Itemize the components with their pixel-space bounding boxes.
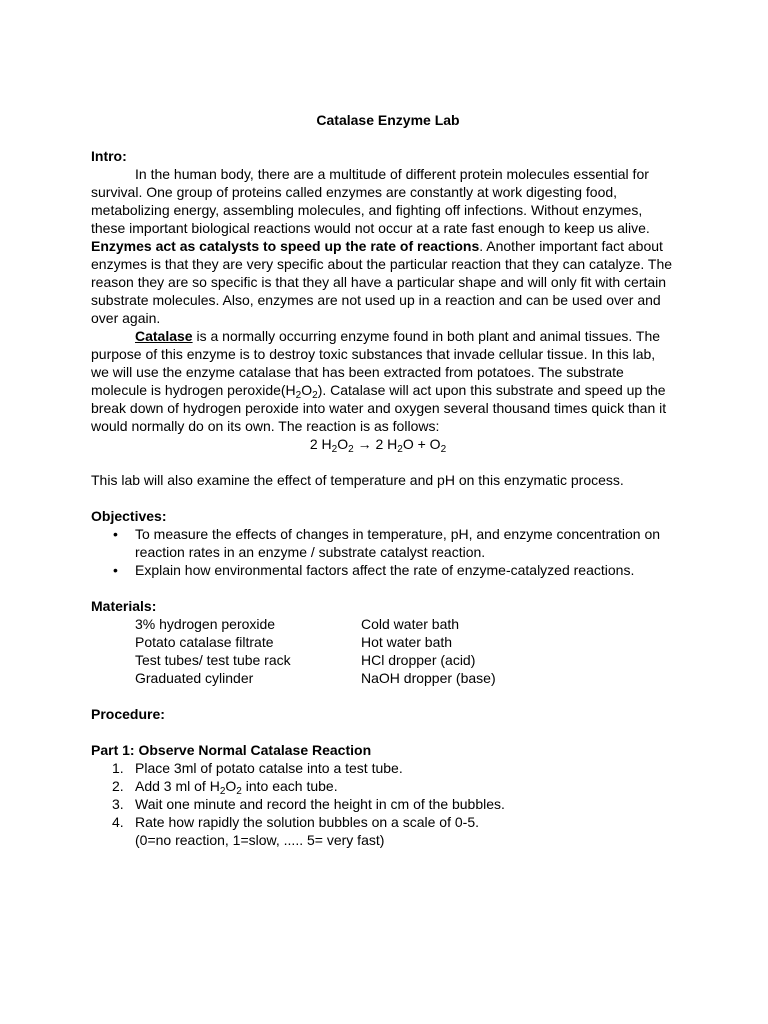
material-item: Cold water bath [361, 616, 460, 632]
intro-heading: Intro: [91, 148, 127, 164]
material-item: Potato catalase filtrate [135, 634, 274, 650]
material-item: HCl dropper (acid) [361, 652, 476, 668]
list-item [91, 561, 675, 579]
list-item [91, 777, 675, 795]
intro-paragraph-2 [91, 327, 675, 435]
subscript-2: 2 [236, 786, 242, 797]
step-text-scale: (0=no reaction, 1=slow, ..... 5= very fast) [135, 832, 385, 848]
material-item: Test tubes/ test tube rack [135, 652, 291, 668]
step-number: 1. [112, 760, 124, 776]
material-item: 3% hydrogen peroxide [135, 616, 276, 632]
step-number: 4. [112, 814, 124, 830]
eq-arrow: → 2 H [353, 436, 398, 452]
document-page [91, 111, 675, 849]
eq-part-2: O [337, 436, 349, 452]
eq-part-3: O + O [402, 436, 441, 452]
materials-row [91, 669, 675, 687]
subscript-2: 2 [295, 390, 302, 401]
step-text-c: into each tube. [241, 778, 338, 794]
materials-list [91, 615, 675, 687]
materials-row [91, 651, 675, 669]
intro-p2-text-b: O [301, 382, 313, 398]
materials-row [91, 633, 675, 651]
step-number: 3. [112, 796, 124, 812]
materials-heading: Materials: [91, 598, 157, 614]
bullet-icon: • [113, 526, 118, 542]
bullet-icon: • [113, 562, 118, 578]
intro-p1-bold: Enzymes act as catalysts to speed up the rate of reactions [91, 238, 480, 254]
objective-text: To measure the effects of changes in temperature, pH, and enzyme concentration on reaction rates in an enzyme / substrate catalyst reaction. [135, 526, 661, 560]
reaction-equation [91, 435, 675, 453]
objectives-list [91, 525, 675, 579]
step-text-a: Add 3 ml of H [135, 778, 220, 794]
subscript-2: 2 [312, 390, 318, 401]
objectives-heading: Objectives: [91, 508, 167, 524]
intro-p2-text-c: ). Catalase will act upon this substrate and speed up the break down of hydrogen peroxide into water and oxygen several thousand times quick than it would normally do on its own. The reaction is as follows: [91, 382, 667, 434]
step-number: 2. [112, 778, 124, 794]
step-text: Wait one minute and record the height in cm of the bubbles. [135, 796, 505, 812]
intro-paragraph-3: This lab will also examine the effect of temperature and pH on this enzymatic process. [91, 472, 624, 488]
material-item: Graduated cylinder [135, 670, 254, 686]
subscript-2: 2 [440, 444, 447, 455]
step-text: Rate how rapidly the solution bubbles on a scale of 0-5. [135, 814, 479, 830]
procedure-heading: Procedure: [91, 706, 165, 722]
intro-p1-text-a: In the human body, there are a multitude of different protein molecules essential for survival. One group of proteins called enzymes are constantly at work digesting food, metabolizing energy, assembling molecules, and fighting off infections. Without enzymes, these important biological reactions would not occur at a rate fast enough to keep us alive. [91, 166, 650, 236]
eq-part-1: 2 H [309, 436, 332, 452]
material-item: NaOH dropper (base) [361, 670, 496, 686]
objective-text: Explain how environmental factors affect the rate of enzyme-catalyzed reactions. [135, 562, 635, 578]
list-item [91, 525, 675, 561]
list-item [91, 813, 675, 849]
list-item [91, 759, 675, 777]
intro-paragraph-1 [91, 165, 675, 327]
catalase-term: Catalase [135, 328, 193, 344]
material-item: Hot water bath [361, 634, 453, 650]
subscript-2: 2 [397, 444, 403, 455]
procedure-steps [91, 759, 675, 849]
step-text-b: O [225, 778, 237, 794]
intro-p2-text-a: is a normally occurring enzyme found in both plant and animal tissues. The purpose of this enzyme is to destroy toxic substances that invade cellular tissue. In this lab, we will use the enzyme catalase that has been extracted from potatoes. The substrate molecule is hydrogen peroxide(H [91, 328, 661, 398]
document-title: Catalase Enzyme Lab [316, 112, 460, 128]
materials-row [91, 615, 675, 633]
list-item [91, 795, 675, 813]
subscript-2: 2 [348, 444, 354, 455]
subscript-2: 2 [219, 786, 226, 797]
part1-heading: Part 1: Observe Normal Catalase Reaction [91, 742, 372, 758]
intro-p1-text-b: . Another important fact about enzymes is that they are very specific about the particular reaction that they can catalyze. The reason they are so specific is that they all have a particular shape and will only fit with certain substrate molecules. Also, enzymes are not used up in a reaction and can be used over and over again. [91, 238, 673, 326]
subscript-2: 2 [331, 444, 338, 455]
step-text: Place 3ml of potato catalse into a test tube. [135, 760, 403, 776]
